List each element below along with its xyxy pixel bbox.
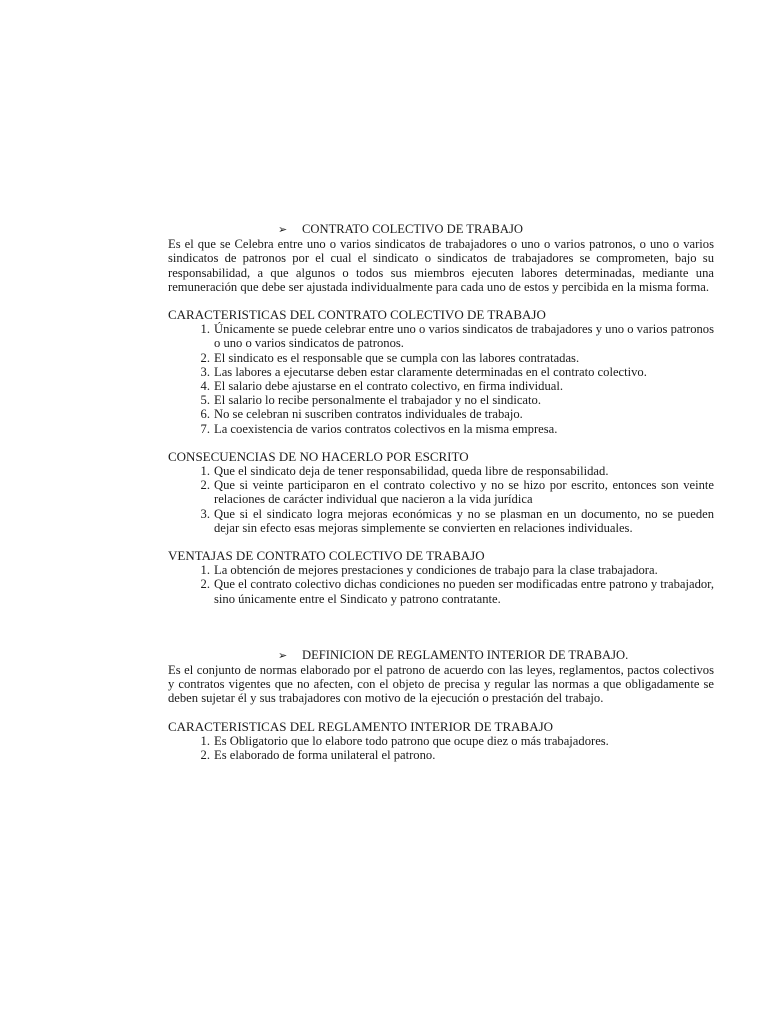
list-item xyxy=(168,563,714,577)
reglamento-definition: Es el conjunto de normas elaborado por el patrono de acuerdo con las leyes, reglamentos, pactos colectivos y contratos vigentes que no afecten, con el objeto de precisa y regular las normas a que obligadamente se deben sujetar él y sus trabajadores con motivo de la ejecución o prestación del trabajo. xyxy=(168,663,714,706)
list-number: 2. xyxy=(200,577,210,592)
list-text: No se celebran ni suscriben contratos individuales de trabajo. xyxy=(214,407,523,422)
list-item xyxy=(168,365,714,379)
list-text: Que si veinte participaron en el contrato colectivo y no se hizo por escrito, entonces son veinte relaciones de carácter individual que nacieron a la vida jurídica xyxy=(214,478,714,507)
caracteristicas-contrato-title: CARACTERISTICAS DEL CONTRATO COLECTIVO DE TRABAJO xyxy=(168,307,546,323)
list-text: Que el contrato colectivo dichas condiciones no pueden ser modificadas entre patrono y trabajador, sino únicamente entre el Sindicato y patrono contratante. xyxy=(214,577,714,606)
caracteristicas-contrato-list xyxy=(168,322,714,436)
list-item xyxy=(168,464,714,478)
list-number: 1. xyxy=(200,733,210,748)
list-item xyxy=(168,478,714,506)
list-item xyxy=(168,748,714,762)
list-text: El sindicato es el responsable que se cumpla con las labores contratadas. xyxy=(214,350,580,365)
list-text: Es Obligatorio que lo elabore todo patrono que ocupe diez o más trabajadores. xyxy=(214,733,609,748)
list-item xyxy=(168,422,714,436)
section-heading-contrato xyxy=(168,222,714,237)
list-text: El salario debe ajustarse en el contrato colectivo, en firma individual. xyxy=(214,379,563,394)
list-number: 1. xyxy=(200,464,210,479)
list-text: Es elaborado de forma unilateral el patrono. xyxy=(214,748,436,763)
contrato-definition: Es el que se Celebra entre uno o varios sindicatos de trabajadores o uno o varios patronos, o uno o varios sindicatos de patronos por el cual el sindicato o sindicatos de trabajadores se comprometen, bajo su responsabilidad, a que algunos o todos sus miembros ejecuten labores determinadas, mediante una remuneración que debe ser ajustada individualmente para cada uno de estos y percibida en la misma forma. xyxy=(168,237,714,294)
list-number: 2. xyxy=(200,350,210,365)
heading-text: DEFINICION DE REGLAMENTO INTERIOR DE TRABAJO. xyxy=(302,647,629,662)
list-item xyxy=(168,379,714,393)
list-text: Que el sindicato deja de tener responsabilidad, queda libre de responsabilidad. xyxy=(214,464,609,479)
list-number: 6. xyxy=(200,407,210,422)
arrow-bullet-icon: ➢ xyxy=(278,223,288,236)
heading-text: CONTRATO COLECTIVO DE TRABAJO xyxy=(302,222,523,236)
list-item xyxy=(168,407,714,421)
arrow-bullet-icon: ➢ xyxy=(278,648,288,662)
list-text: La coexistencia de varios contratos colectivos en la misma empresa. xyxy=(214,421,558,436)
list-number: 1. xyxy=(200,322,210,337)
list-item xyxy=(168,734,714,748)
list-item xyxy=(168,351,714,365)
section-heading-reglamento xyxy=(168,648,714,663)
list-number: 2. xyxy=(200,478,210,493)
list-number: 1. xyxy=(200,563,210,578)
list-item xyxy=(168,322,714,350)
list-number: 3. xyxy=(200,364,210,379)
list-item xyxy=(168,393,714,407)
consecuencias-list xyxy=(168,464,714,535)
caracteristicas-reglamento-list xyxy=(168,734,714,762)
list-text: Las labores a ejecutarse deben estar claramente determinadas en el contrato colectivo. xyxy=(214,364,647,379)
list-number: 3. xyxy=(200,506,210,521)
list-number: 5. xyxy=(200,393,210,408)
list-item xyxy=(168,577,714,605)
section-spacer xyxy=(168,606,714,648)
list-number: 4. xyxy=(200,379,210,394)
ventajas-title: VENTAJAS DE CONTRATO COLECTIVO DE TRABAJO xyxy=(168,548,485,564)
list-item xyxy=(168,507,714,535)
list-text: El salario lo recibe personalmente el trabajador y no el sindicato. xyxy=(214,393,541,408)
document-page xyxy=(168,222,714,762)
list-number: 7. xyxy=(200,421,210,436)
caracteristicas-reglamento-title: CARACTERISTICAS DEL REGLAMENTO INTERIOR DE TRABAJO xyxy=(168,718,554,734)
consecuencias-title: CONSECUENCIAS DE NO HACERLO POR ESCRITO xyxy=(168,448,469,464)
list-number: 2. xyxy=(200,748,210,763)
ventajas-list xyxy=(168,563,714,606)
list-text: Únicamente se puede celebrar entre uno o varios sindicatos de trabajadores y uno o varios patronos o uno o varios sindicatos de patronos. xyxy=(214,322,714,351)
list-text: La obtención de mejores prestaciones y condiciones de trabajo para la clase trabajadora. xyxy=(214,563,658,578)
list-text: Que si el sindicato logra mejoras económicas y no se plasman en un documento, no se pueden dejar sin efecto esas mejoras simplemente se convierten en relaciones individuales. xyxy=(214,506,714,535)
